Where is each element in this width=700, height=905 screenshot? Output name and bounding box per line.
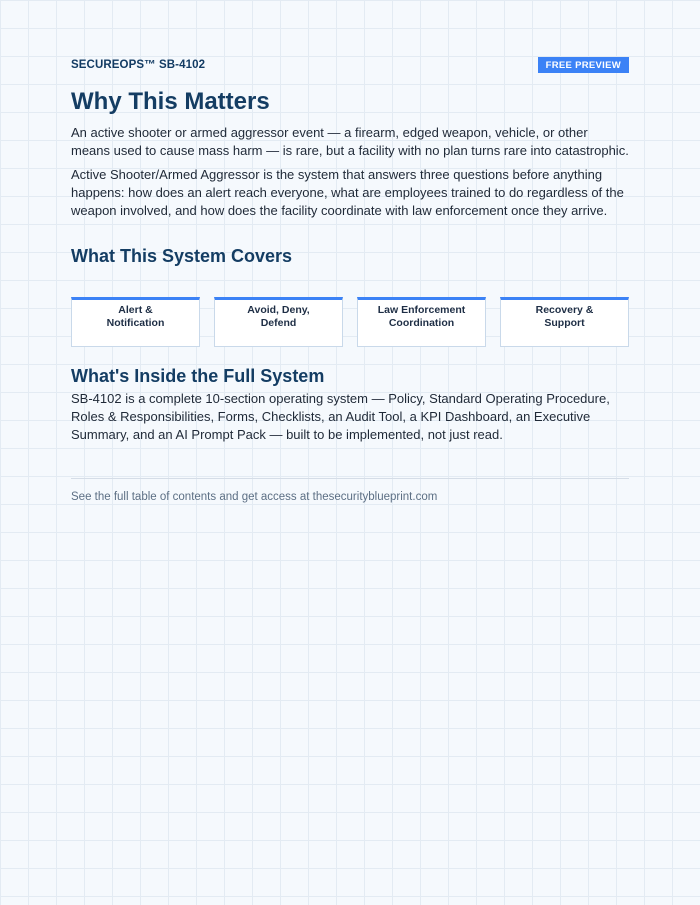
coverage-card-label-line-1: Recovery & [535, 304, 594, 316]
coverage-card-label-line-2: Support [544, 317, 585, 329]
document-id: SECUREOPS™ SB-4102 [71, 58, 206, 71]
coverage-card-label-line-2: Notification [106, 317, 165, 329]
why-paragraph-2: Active Shooter/Armed Aggressor is the system that answers three questions before anything happens: how does an alert reach everyone, what are employees trained to do regardless of the weapon involved, and how does the facility coordinate with law enforcement once they arrive. [71, 167, 624, 218]
whats-inside-paragraph: SB-4102 is a complete 10-section operating system — Policy, Standard Operating Procedure, Roles & Responsibilities, Forms, Checklists, an Audit Tool, a KPI Dashboard, an Executive Summary, and an AI Prompt Pack — built to be implemented, not just read. [71, 391, 610, 442]
coverage-card-label-line-2: Defend [260, 317, 297, 329]
why-this-matters-heading: Why This Matters [71, 88, 270, 115]
footer-access-note: See the full table of contents and get access at thesecurityblueprint.com [71, 491, 438, 503]
section-divider [71, 478, 629, 479]
coverage-card-label-line-1: Law Enforcement [377, 304, 466, 316]
free-preview-badge: FREE PREVIEW [538, 57, 629, 73]
document-header [71, 56, 629, 73]
coverage-card-label-line-2: Coordination [388, 317, 455, 329]
system-covers-heading: What This System Covers [71, 246, 293, 266]
document-page [71, 56, 629, 505]
coverage-card-alert-notification [71, 297, 200, 347]
coverage-card-law-enforcement [357, 297, 486, 347]
coverage-card-recovery-support [500, 297, 629, 347]
coverage-card-avoid-deny-defend [214, 297, 343, 347]
whats-inside-heading: What's Inside the Full System [71, 366, 325, 386]
coverage-cards [71, 297, 629, 347]
why-paragraph-1: An active shooter or armed aggressor event — a firearm, edged weapon, vehicle, or other means used to cause mass harm — is rare, but a facility with no plan turns rare into catastrophic. [71, 125, 629, 158]
coverage-card-label-line-1: Alert & [118, 304, 153, 316]
coverage-card-label-line-1: Avoid, Deny, [247, 304, 310, 316]
